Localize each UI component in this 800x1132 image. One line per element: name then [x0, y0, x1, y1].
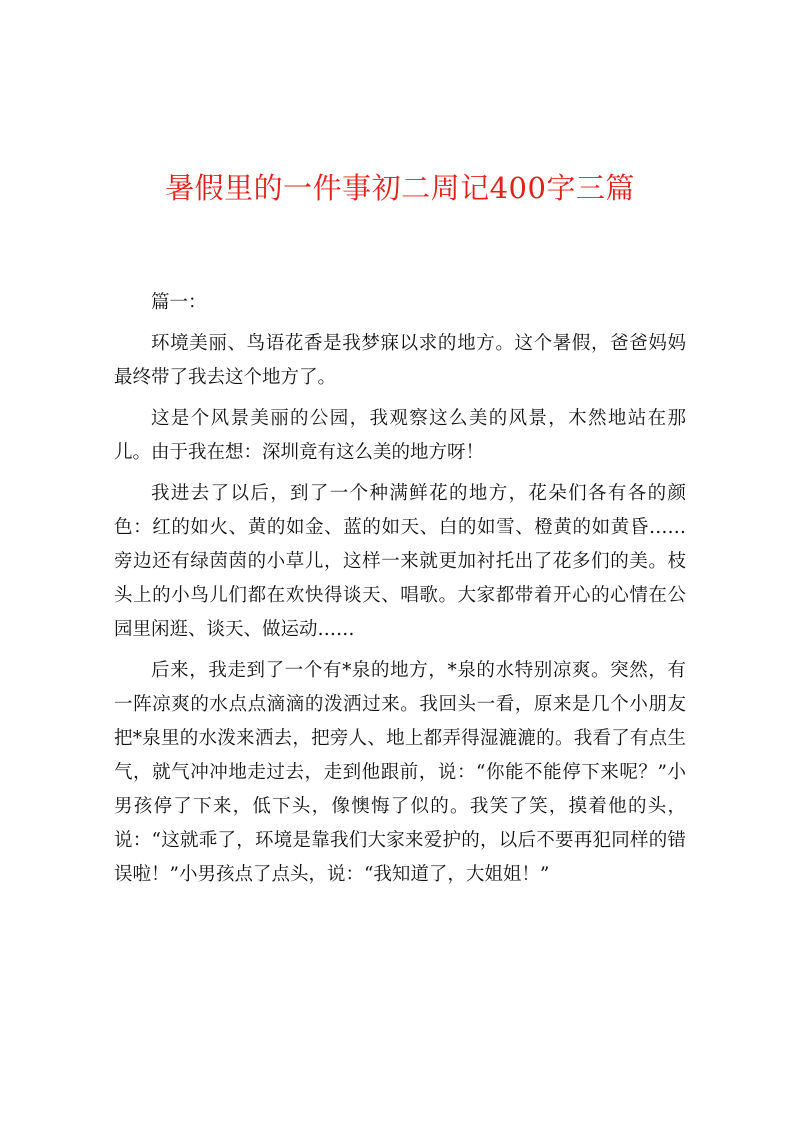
paragraph-4: 后来，我走到了一个有*泉的地方，*泉的水特别凉爽。突然，有一阵凉爽的水点点滴滴的泼洒过来。我回头一看，原来是几个小朋友把*泉里的水泼来洒去，把旁人、地上都弄得湿漉漉的。我看了有点生气，就气冲冲地走过去，走到他跟前，说：“你能不能停下来呢？”小男孩停了下来，低下头，像懊悔了似的。我笑了笑，摸着他的头，说：“这就乖了，环境是靠我们大家来爱护的，以后不要再犯同样的错误啦！”小男孩点了点头，说：“我知道了，大姐姐！” [114, 660, 686, 885]
paragraph-2: 这是个风景美丽的公园，我观察这么美的风景，木然地站在那儿。由于我在想：深圳竟有这么美的地方呀！ [114, 408, 686, 463]
document-body [114, 286, 686, 899]
section-label: 篇一： [151, 292, 207, 313]
paragraph-1: 环境美丽、鸟语花香是我梦寐以求的地方。这个暑假，爸爸妈妈最终带了我去这个地方了。 [114, 333, 686, 388]
document-title: 暑假里的一件事初二周记400字三篇 [165, 171, 635, 205]
paragraph-3: 我进去了以后，到了一个种满鲜花的地方，花朵们各有各的颜色：红的如火、黄的如金、蓝的如天、白的如雪、橙黄的如黄昏……旁边还有绿茵茵的小草儿，这样一来就更加衬托出了花多们的美。枝头上的小鸟儿们都在欢快得谈天、唱歌。大家都带着开心的心情在公园里闲逛、谈天、做运动…… [114, 483, 686, 640]
